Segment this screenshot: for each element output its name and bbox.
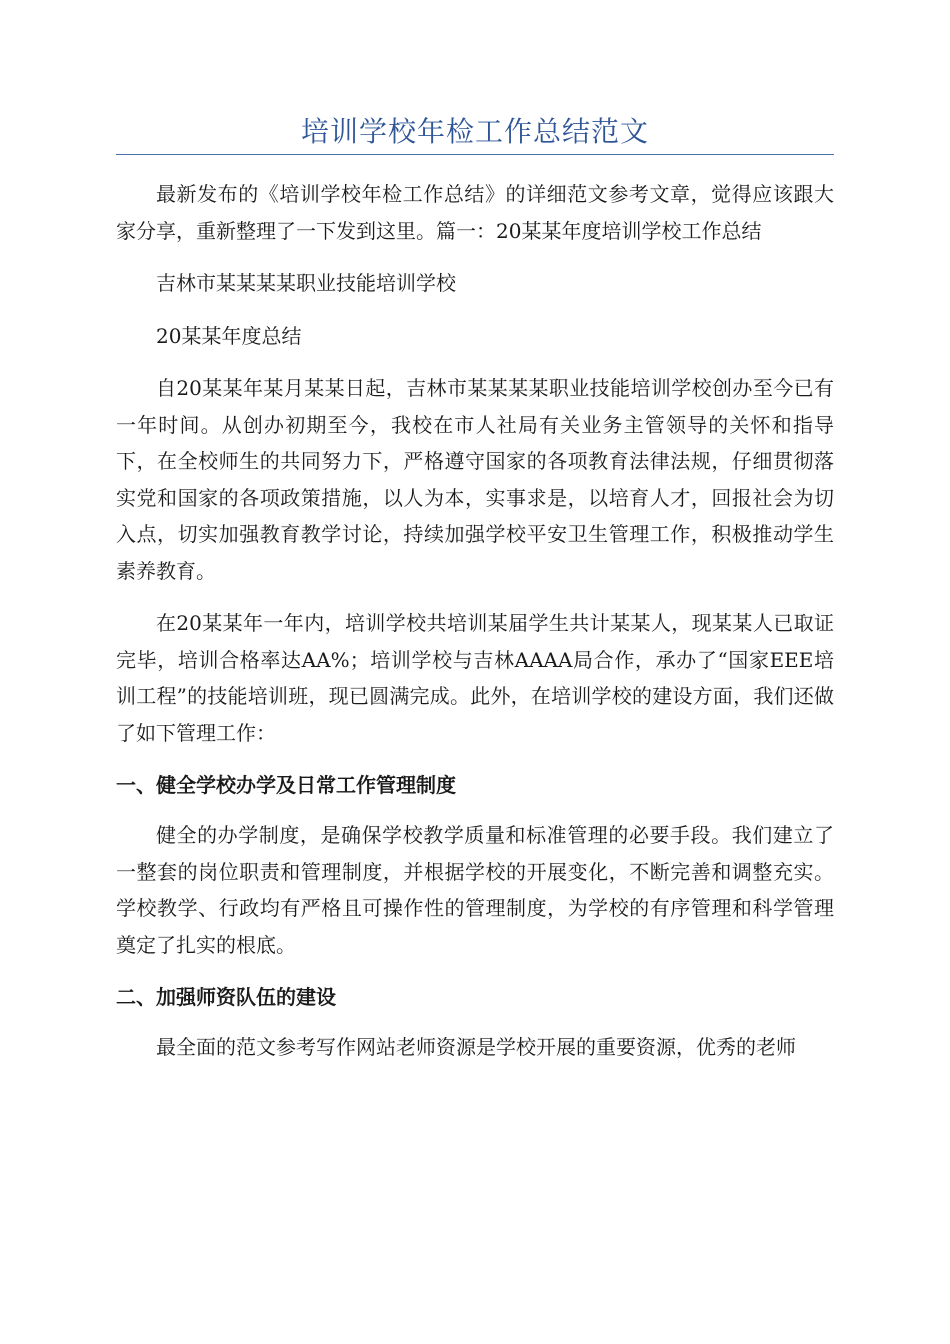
section-heading-1: 一、健全学校办学及日常工作管理制度 bbox=[116, 773, 456, 797]
intro-paragraph: 最新发布的《培训学校年检工作总结》的详细范文参考文章，觉得应该跟大家分享，重新整理了一下发到这里。篇一：20某某年度培训学校工作总结 bbox=[116, 182, 834, 243]
body-paragraph-1: 自20某某年某月某某日起，吉林市某某某某职业技能培训学校创办至今已有一年时间。从创办初期至今，我校在市人社局有关业务主管领导的关怀和指导下，在全校师生的共同努力下，严格遵守国家的各项教育法律法规，仔细贯彻落实党和国家的各项政策措施，以人为本，实事求是，以培育人才，回报社会为切入点，切实加强教育教学讨论，持续加强学校平安卫生管理工作，积极推动学生素养教育。 bbox=[116, 376, 834, 583]
section-heading-2: 二、加强师资队伍的建设 bbox=[116, 985, 336, 1009]
body-paragraph-4: 最全面的范文参考写作网站老师资源是学校开展的重要资源，优秀的老师 bbox=[156, 1035, 796, 1059]
document-body bbox=[116, 176, 834, 1082]
school-name-line: 吉林市某某某某职业技能培训学校 bbox=[156, 271, 456, 295]
document-title: 培训学校年检工作总结范文 bbox=[300, 115, 649, 148]
body-paragraph-2: 在20某某年一年内，培训学校共培训某届学生共计某某人，现某某人已取证完毕，培训合格率达AA%；培训学校与吉林AAAA局合作，承办了“国家EEE培训工程”的技能培训班，现已圆满完成。此外，在培训学校的建设方面，我们还做了如下管理工作： bbox=[116, 611, 834, 745]
year-summary-line: 20某某年度总结 bbox=[156, 323, 302, 348]
title-divider bbox=[116, 154, 834, 155]
body-paragraph-3: 健全的办学制度，是确保学校教学质量和标准管理的必要手段。我们建立了一整套的岗位职责和管理制度，并根据学校的开展变化，不断完善和调整充实。学校教学、行政均有严格且可操作性的管理制度，为学校的有序管理和科学管理奠定了扎实的根底。 bbox=[116, 823, 834, 957]
